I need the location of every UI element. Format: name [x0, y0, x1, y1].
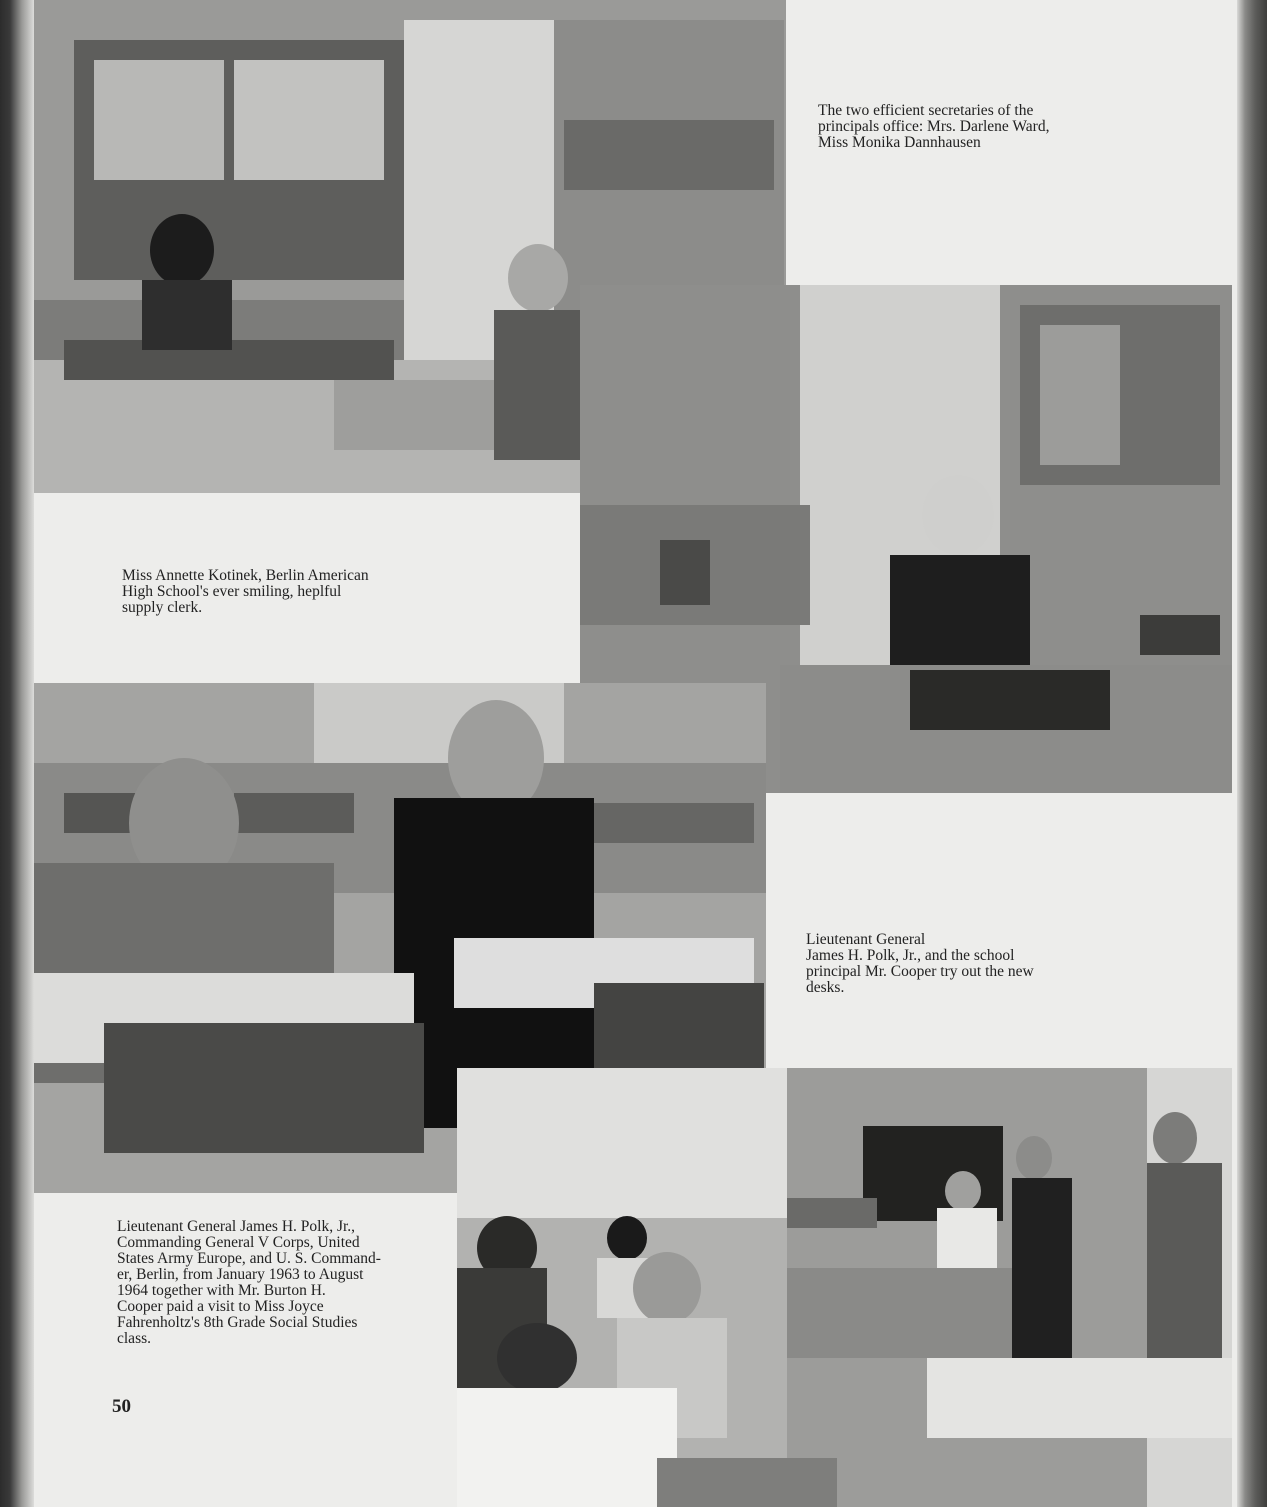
- caption-line: States Army Europe, and U. S. Command-: [117, 1250, 381, 1267]
- caption-line: High School's ever smiling, heplful: [122, 583, 342, 600]
- binding-edge-left: [0, 0, 34, 1507]
- caption-line: Miss Monika Dannhausen: [818, 134, 981, 151]
- desks-caption: [806, 932, 1034, 996]
- caption-line: Lieutenant General James H. Polk, Jr.,: [117, 1218, 356, 1235]
- caption-line: James H. Polk, Jr., and the school: [806, 947, 1015, 964]
- caption-line: er, Berlin, from January 1963 to August: [117, 1266, 364, 1283]
- page-number: 50: [112, 1396, 131, 1417]
- caption-line: Lieutenant General: [806, 931, 926, 948]
- classroom-visit-photo: [457, 1068, 1232, 1507]
- caption-line: class.: [117, 1330, 152, 1347]
- caption-line: Cooper paid a visit to Miss Joyce: [117, 1298, 324, 1315]
- caption-line: supply clerk.: [122, 599, 203, 616]
- supply-clerk-caption: [122, 568, 369, 616]
- secretaries-caption: [818, 103, 1049, 151]
- caption-line: 1964 together with Mr. Burton H.: [117, 1282, 326, 1299]
- caption-line: Commanding General V Corps, United: [117, 1234, 360, 1251]
- caption-line: Miss Annette Kotinek, Berlin American: [122, 567, 369, 584]
- caption-line: desks.: [806, 979, 845, 996]
- caption-line: principals office: Mrs. Darlene Ward,: [818, 118, 1050, 135]
- adjacent-page-edge-right: [1237, 0, 1267, 1507]
- caption-line: The two efficient secretaries of the: [818, 102, 1034, 119]
- visit-caption: [117, 1219, 381, 1347]
- caption-line: principal Mr. Cooper try out the new: [806, 963, 1034, 980]
- caption-line: Fahrenholtz's 8th Grade Social Studies: [117, 1314, 358, 1331]
